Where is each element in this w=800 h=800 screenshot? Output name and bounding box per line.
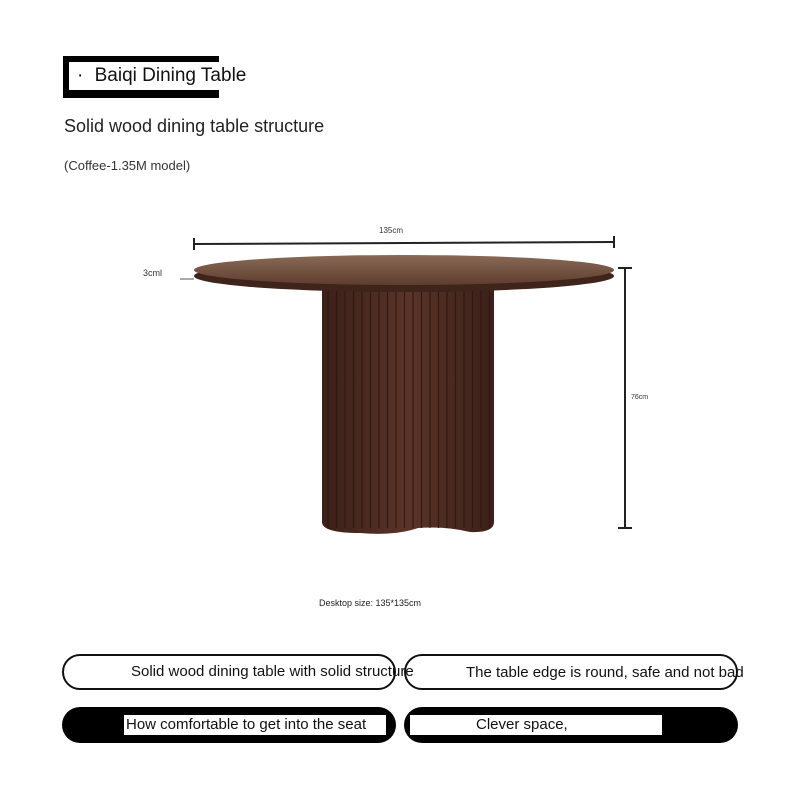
desktop-size-note: Desktop size: 135*135cm [319, 598, 422, 608]
thickness-label: 3cml [143, 268, 163, 278]
model-label: (Coffee-1.35M model) [64, 158, 191, 173]
fluted-pedestal [322, 284, 494, 534]
width-dimension-line [194, 236, 614, 250]
width-label: 135cm [379, 226, 404, 235]
feature-label-1: Solid wood dining table with solid structure [131, 663, 414, 680]
bullet-dot: · [77, 65, 84, 86]
page-title: Baiqi Dining Table [94, 65, 247, 86]
height-dimension-line [618, 268, 632, 528]
feature-label-2: The table edge is round, safe and not bad [466, 664, 744, 681]
height-label: 76cm [631, 394, 649, 401]
feature-label-3: How comfortable to get into the seat [124, 715, 386, 735]
page-subtitle: Solid wood dining table structure [64, 116, 325, 136]
feature-label-4: Clever space, [410, 715, 662, 735]
table-top [194, 255, 614, 292]
